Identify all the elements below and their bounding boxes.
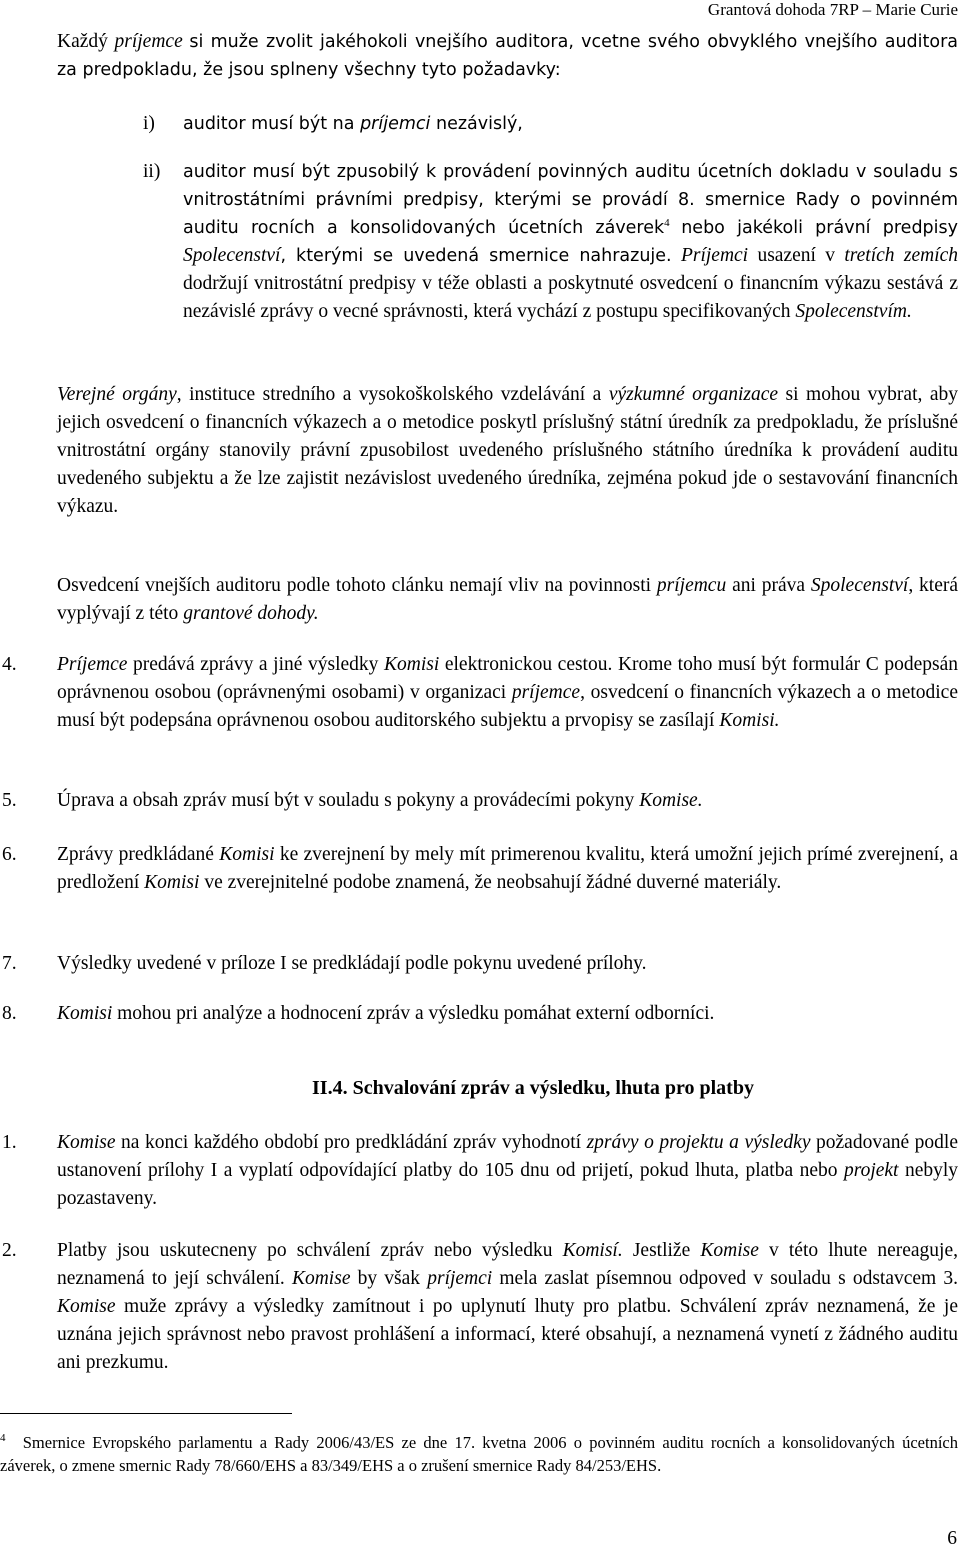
item-italic-term: Príjemci bbox=[680, 245, 749, 266]
item-text: mohou pri analýze a hodnocení zpráv a výsledku pomáhat externí odborníci. bbox=[117, 1003, 715, 1024]
list-marker: ii) bbox=[143, 161, 161, 182]
list-item-ii bbox=[143, 158, 958, 326]
item-italic-term: Spolecenstvím. bbox=[795, 301, 912, 322]
item-italic-term: príjemci bbox=[360, 114, 431, 134]
item-text: muže zprávy a výsledky zamítnout i po uplynutí lhuty pro platbu. Schválení zpráv neznamená, že je uznána jejich správnost nebo pravost prohlášení a informací, které obsahují, a neznamená vynetí z žádného auditu ani prezkumu. bbox=[57, 1296, 958, 1373]
item-italic-term: Spolecenství bbox=[183, 245, 281, 266]
italic-term: Komise bbox=[291, 1268, 351, 1289]
section-item-1 bbox=[57, 1129, 958, 1213]
italic-term: Komise bbox=[57, 1132, 116, 1153]
item-text: nezávislý, bbox=[435, 114, 523, 134]
footnote-text: Smernice Evropského parlamentu a Rady 2006/43/ES ze dne 17. kvetna 2006 o povinném auditu rocních a konsolidovaných úcetních záverek, o zmene smernic Rady 78/660/EHS a 83/349/EHS a o zrušení smernice Rady 84/253/EHS. bbox=[0, 1433, 958, 1475]
list-item-i bbox=[143, 110, 958, 138]
item-number: 7. bbox=[2, 953, 17, 974]
italic-term: Komise bbox=[57, 1296, 116, 1317]
italic-term: Komisi bbox=[384, 654, 440, 675]
italic-term: Spolecenství bbox=[810, 575, 909, 596]
footnote-separator bbox=[0, 1413, 292, 1414]
certificates-paragraph bbox=[57, 572, 958, 628]
italic-term: Verejné orgány bbox=[57, 384, 177, 405]
item-text: by však bbox=[357, 1268, 421, 1289]
italic-term: príjemcu bbox=[656, 575, 727, 596]
item-italic-term: tretích zemích bbox=[844, 245, 959, 266]
para-text: Osvedcení vnejších auditoru podle tohoto clánku nemají vliv na povinnosti bbox=[57, 575, 652, 596]
item-text: auditor musí být na bbox=[183, 114, 355, 134]
item-number: 2. bbox=[2, 1240, 17, 1261]
italic-term: Komisí. bbox=[562, 1240, 623, 1261]
numbered-item-7 bbox=[57, 950, 958, 978]
intro-text-rest: si muže zvolit jakéhokoli vnejšího auditora, vcetne svého obvyklého vnejšího auditora za predpokladu, že jsou splneny všechny tyto požadavky: bbox=[57, 32, 959, 80]
item-text: mela zaslat písemnou odpoved v souladu s odstavcem 3. bbox=[499, 1268, 959, 1289]
italic-term: projekt bbox=[843, 1160, 899, 1181]
italic-term: príjemce bbox=[511, 682, 581, 703]
item-text: auditor musí být zpusobilý k provádení povinných auditu úcetních dokladu v souladu s vnitrostátními právními predpisy, kterými se provádí 8. smernice Rady o povinném auditu rocních a konsolidovaných úcetních záverek bbox=[183, 162, 958, 238]
page-number: 6 bbox=[947, 1528, 957, 1549]
item-text: dodržují vnitrostátní predpisy v téže oblasti a poskytnuté osvedcení o financním výkazu sestává z nezávislé zprávy o vecné správnosti, která vychází z postupu specifikovaných bbox=[183, 273, 958, 322]
item-number: 6. bbox=[2, 844, 17, 865]
item-text: nebyly pozastaveny. bbox=[57, 1160, 959, 1209]
numbered-item-4 bbox=[57, 651, 958, 735]
intro-italic-term: príjemce bbox=[114, 31, 183, 52]
item-text: Platby jsou uskutecneny po schválení zpráv nebo výsledku bbox=[57, 1240, 553, 1261]
italic-term: zprávy o projektu a výsledky bbox=[586, 1132, 811, 1153]
numbered-item-6 bbox=[57, 841, 958, 897]
intro-text: Každý bbox=[57, 31, 108, 52]
item-text: Zprávy predkládané bbox=[57, 844, 214, 865]
item-number: 1. bbox=[2, 1132, 17, 1153]
italic-term: Komisi bbox=[219, 844, 275, 865]
item-text: elektronickou cestou. Krome toho musí být formulár C podepsán oprávnenou osobou (oprávnenými osobami) v organizaci bbox=[57, 654, 958, 703]
item-number: 4. bbox=[2, 654, 17, 675]
para-text: si mohou vybrat, aby jejich osvedcení o financních výkazech a o metodice poskytl príslušný státní úredník za predpokladu, že príslušné vnitrostátní orgány stanovily právní zpusobilost uvedeného príslušného státního úredníka k provádení auditu uvedeného subjektu a že lze zajistit nezávislost uvedeného úredníka, zejména pokud jde o sestavování financních výkazu. bbox=[57, 384, 959, 517]
item-text: Výsledky uvedené v príloze I se predkládají podle pokynu uvedené prílohy. bbox=[57, 953, 647, 974]
item-text: nebo jakékoli právní predpisy bbox=[681, 218, 959, 238]
italic-term: Komisi bbox=[57, 1003, 113, 1024]
item-text: predává zprávy a jiné výsledky bbox=[132, 654, 379, 675]
list-marker: i) bbox=[143, 113, 155, 134]
para-text: , instituce stredního a vysokoškolského vzdelávání a bbox=[176, 384, 602, 405]
numbered-item-8 bbox=[57, 1000, 958, 1028]
para-text: , která vyplývají z této bbox=[57, 575, 959, 624]
item-text: , kterými se uvedená smernice nahrazuje. bbox=[280, 246, 672, 266]
item-text: ve zverejnitelné podobe znamená, že neobsahují žádné duverné materiály. bbox=[204, 872, 782, 893]
numbered-item-5 bbox=[57, 787, 958, 815]
public-bodies-paragraph bbox=[57, 381, 958, 521]
item-text: požadované podle ustanovení prílohy I a vyplatí odpovídající platby do 105 dnu od prijetí, pokud lhuta, platba nebo bbox=[57, 1132, 958, 1181]
footnote bbox=[0, 1431, 958, 1477]
intro-paragraph bbox=[57, 28, 958, 84]
item-text: , osvedcení o financních výkazech a o metodice musí být podepsána oprávnenou osobou auditorského subjektu a prvopisy se zasílají bbox=[57, 682, 958, 731]
italic-term: Príjemce bbox=[57, 654, 128, 675]
italic-term: Komisi bbox=[144, 872, 200, 893]
item-text: Jestliže bbox=[632, 1240, 691, 1261]
italic-term: grantové dohody. bbox=[183, 603, 319, 624]
item-text: na konci každého období pro predkládání zpráv vyhodnotí bbox=[121, 1132, 582, 1153]
footnote-ref: 4 bbox=[664, 217, 670, 229]
para-text: ani práva bbox=[732, 575, 806, 596]
item-text: v této lhute nereaguje, neznamená to její schválení. bbox=[57, 1240, 959, 1289]
item-text: ke zverejnení by mely mít primerenou kvalitu, která umožní jejich prímé zverejnení, a predložení bbox=[57, 844, 958, 893]
italic-term: príjemci bbox=[427, 1268, 493, 1289]
item-number: 8. bbox=[2, 1003, 17, 1024]
footnote-number: 4 bbox=[0, 1432, 6, 1444]
italic-term: Komise. bbox=[639, 790, 703, 811]
item-text: usazení v bbox=[757, 245, 836, 266]
running-header: Grantová dohoda 7RP – Marie Curie bbox=[707, 0, 958, 19]
italic-term: Komise bbox=[700, 1240, 759, 1261]
italic-term: Komisi. bbox=[719, 710, 780, 731]
section-item-2 bbox=[57, 1237, 958, 1377]
item-number: 5. bbox=[2, 790, 17, 811]
section-heading: II.4. Schvalování zpráv a výsledku, lhuta pro platby bbox=[312, 1077, 754, 1099]
item-text: Úprava a obsah zpráv musí být v souladu s pokyny a provádecími pokyny bbox=[57, 790, 635, 811]
italic-term: výzkumné organizace bbox=[608, 384, 779, 405]
